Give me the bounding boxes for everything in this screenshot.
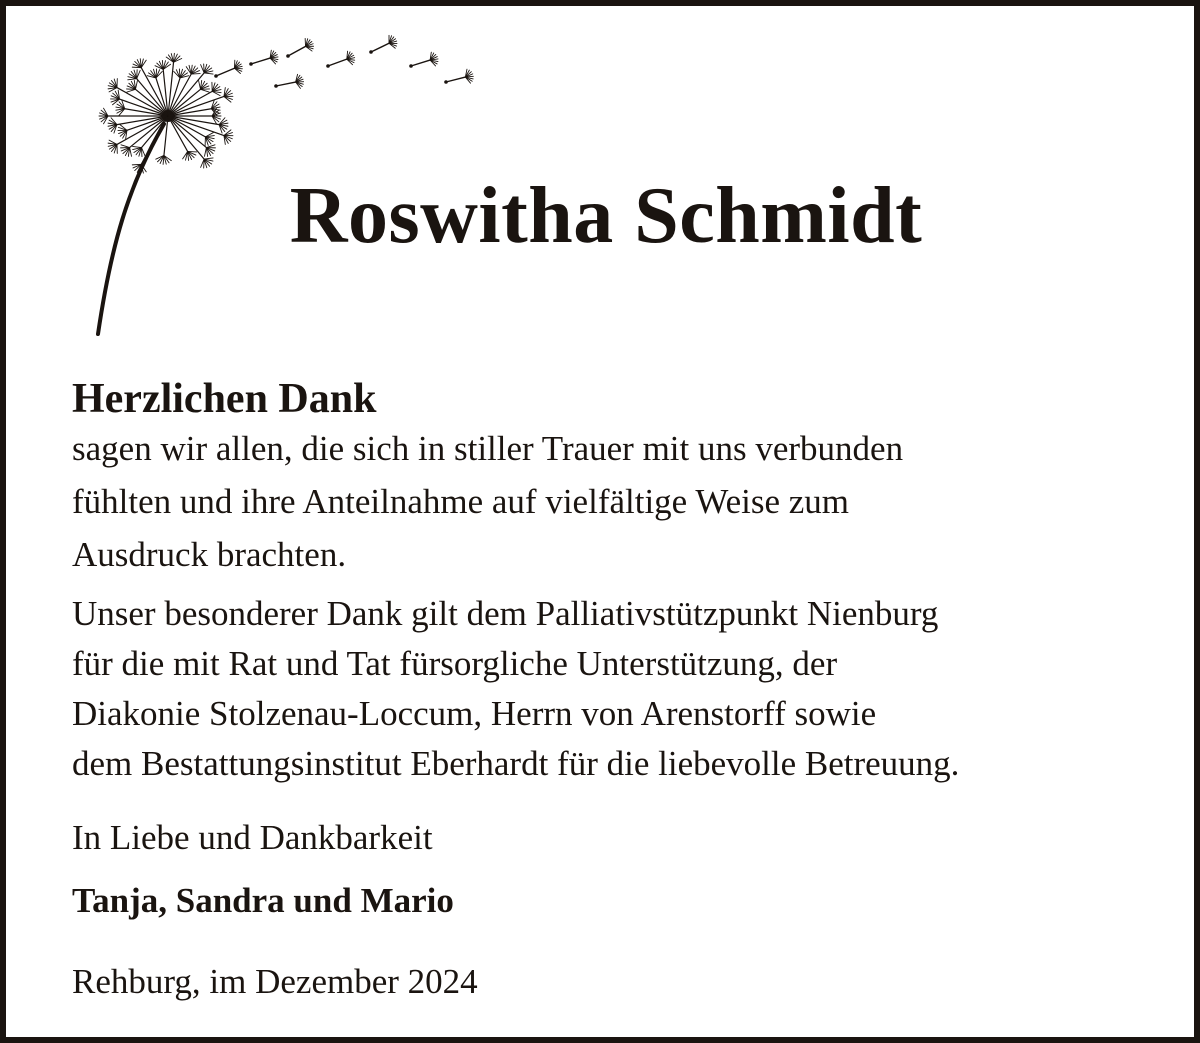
signatories: Tanja, Sandra und Mario bbox=[72, 881, 454, 920]
special-thanks-paragraph bbox=[72, 589, 1172, 789]
place-date: Rehburg, im Dezember 2024 bbox=[72, 962, 478, 1001]
text-line: Diakonie Stolzenau-Loccum, Herrn von Arenstorff sowie bbox=[72, 694, 877, 733]
closing-line: In Liebe und Dankbarkeit bbox=[72, 818, 433, 857]
thanks-paragraph bbox=[72, 422, 1172, 581]
deceased-name: Roswitha Schmidt bbox=[289, 172, 923, 260]
text-line: dem Bestattungsinstitut Eberhardt für die liebevolle Betreuung. bbox=[72, 744, 960, 783]
notice-body bbox=[72, 368, 1172, 1008]
text-line: sagen wir allen, die sich in stiller Trauer mit uns verbunden bbox=[72, 429, 904, 468]
text-line: Unser besonderer Dank gilt dem Palliativstützpunkt Nienburg bbox=[72, 594, 939, 633]
text-line: Ausdruck brachten. bbox=[72, 535, 347, 574]
text-line: fühlten und ihre Anteilnahme auf vielfältige Weise zum bbox=[72, 482, 849, 521]
text-line: für die mit Rat und Tat fürsorgliche Unterstützung, der bbox=[72, 644, 838, 683]
thanks-heading: Herzlichen Dank bbox=[72, 376, 377, 422]
